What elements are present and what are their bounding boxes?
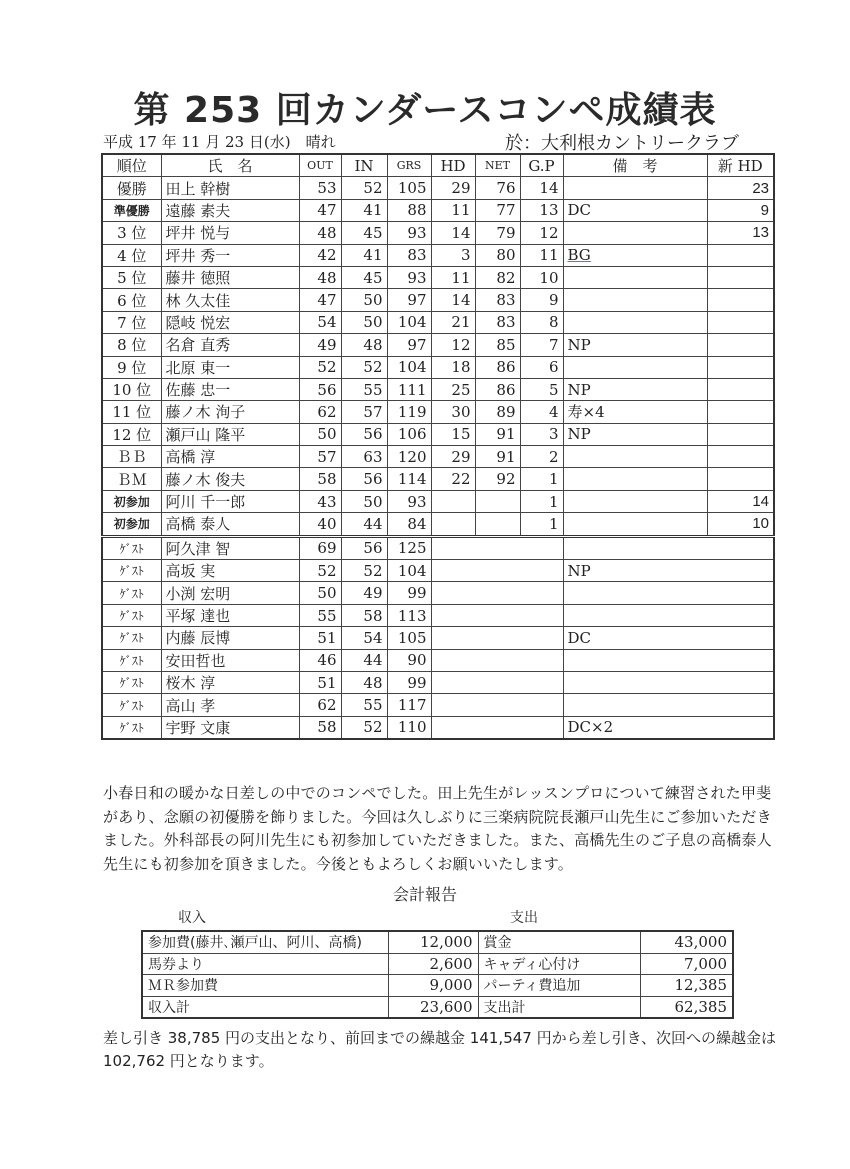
rank-cell: ＢＭ [102,468,161,490]
expense-item: 支出計 [478,996,640,1018]
note-cell [563,446,707,468]
accounting-table [141,930,734,1019]
table-row [102,490,774,512]
rank-cell: 優勝 [102,177,161,199]
note-cell [563,177,707,199]
gp-cell: 6 [520,356,563,378]
accounting-summary: 差し引き 38,785 円の支出となり、前回までの繰越金 141,547 円から差し引き、次回への繰越金は 102,762 円となります。 [103,1029,776,1070]
hd-cell: 12 [431,334,475,356]
grs-cell: 110 [387,716,431,739]
blank-cell [431,536,563,559]
table-row [102,334,774,356]
new-hd-cell [707,378,774,400]
name-cell: 田上 幹樹 [161,177,299,199]
name-cell: 高坂 実 [161,560,299,582]
out-cell: 53 [299,177,341,199]
in-cell: 57 [341,401,387,423]
new-hd-cell: 9 [707,199,774,221]
in-cell: 41 [341,199,387,221]
rank-cell: ｹﾞｽﾄ [102,671,161,693]
rank-cell: 6 位 [102,289,161,311]
note-cell [563,266,707,288]
expense-amount: 43,000 [640,931,733,953]
out-cell: 42 [299,244,341,266]
note-cell: DC×2 [563,716,774,739]
income-label: 収入 [178,910,206,926]
name-cell: 遠藤 素夫 [161,199,299,221]
note-cell [563,490,707,512]
in-cell: 56 [341,468,387,490]
table-row [102,423,774,445]
rank-cell: 8 位 [102,334,161,356]
rank-cell: 4 位 [102,244,161,266]
hd-cell: 30 [431,401,475,423]
rank-cell: ｹﾞｽﾄ [102,694,161,716]
name-cell: 名倉 直秀 [161,334,299,356]
out-cell: 40 [299,513,341,536]
grs-cell: 105 [387,177,431,199]
table-row [102,311,774,333]
expense-amount: 12,385 [640,975,733,997]
grs-cell: 97 [387,334,431,356]
rank-cell: 5 位 [102,266,161,288]
net-cell: 91 [475,423,520,445]
new-hd-cell [707,289,774,311]
note-cell [563,604,774,626]
new-hd-cell: 13 [707,222,774,244]
hd-cell: 14 [431,222,475,244]
note-cell [563,222,707,244]
guest-row [102,536,774,559]
accounting-title: 会計報告 [392,885,457,904]
blank-cell [431,694,563,716]
rank-cell: ｹﾞｽﾄ [102,582,161,604]
new-hd-cell [707,468,774,490]
note-cell [563,671,774,693]
out-cell: 55 [299,604,341,626]
net-cell: 77 [475,199,520,221]
income-item: 参加費(藤井､瀬戸山、阿川、高橋) [142,931,388,953]
note-cell [563,356,707,378]
note-cell: NP [563,560,774,582]
guest-row [102,716,774,739]
note-cell [563,468,707,490]
table-row [102,266,774,288]
net-cell: 86 [475,378,520,400]
gp-cell: 11 [520,244,563,266]
grs-cell: 105 [387,627,431,649]
blank-cell [431,649,563,671]
grs-cell: 93 [387,266,431,288]
grs-cell: 93 [387,222,431,244]
hd-cell: 29 [431,446,475,468]
accounting-row [142,931,733,953]
grs-cell: 104 [387,560,431,582]
hd-cell: 21 [431,311,475,333]
net-cell: 92 [475,468,520,490]
gp-cell: 2 [520,446,563,468]
grs-cell: 90 [387,649,431,671]
income-item: 収入計 [142,996,388,1018]
out-cell: 47 [299,289,341,311]
in-cell: 48 [341,671,387,693]
net-cell: 91 [475,446,520,468]
name-cell: 平塚 達也 [161,604,299,626]
col-net: NET [475,154,520,177]
results-table [101,153,775,740]
net-cell [475,513,520,536]
guest-row [102,694,774,716]
grs-cell: 93 [387,490,431,512]
note-cell: NP [563,334,707,356]
in-cell: 63 [341,446,387,468]
col-rank: 順位 [102,154,161,177]
in-cell: 52 [341,560,387,582]
guest-row [102,627,774,649]
name-cell: 藤井 徳照 [161,266,299,288]
name-cell: 高橋 泰人 [161,513,299,536]
in-cell: 55 [341,694,387,716]
grs-cell: 84 [387,513,431,536]
income-amount: 2,600 [388,953,478,975]
rank-cell: 12 位 [102,423,161,445]
guest-row [102,582,774,604]
new-hd-cell: 10 [707,513,774,536]
in-cell: 50 [341,490,387,512]
new-hd-cell [707,311,774,333]
new-hd-cell: 14 [707,490,774,512]
income-amount: 9,000 [388,975,478,997]
rank-cell: ｹﾞｽﾄ [102,536,161,559]
event-venue: 於：大利根カントリークラブ [505,133,739,154]
guest-row [102,560,774,582]
in-cell: 48 [341,334,387,356]
col-note: 備 考 [563,154,707,177]
out-cell: 50 [299,423,341,445]
event-date: 平成 17 年 11 月 23 日(水) 晴れ [103,133,336,151]
gp-cell: 1 [520,468,563,490]
grs-cell: 88 [387,199,431,221]
out-cell: 46 [299,649,341,671]
rank-cell: ＢＢ [102,446,161,468]
out-cell: 69 [299,536,341,559]
in-cell: 50 [341,289,387,311]
rank-cell: ｹﾞｽﾄ [102,560,161,582]
new-hd-cell [707,446,774,468]
out-cell: 54 [299,311,341,333]
table-row [102,401,774,423]
expense-amount: 62,385 [640,996,733,1018]
expense-item: パーティ費追加 [478,975,640,997]
out-cell: 52 [299,356,341,378]
gp-cell: 7 [520,334,563,356]
net-cell: 76 [475,177,520,199]
in-cell: 50 [341,311,387,333]
gp-cell: 5 [520,378,563,400]
grs-cell: 113 [387,604,431,626]
note-cell [563,289,707,311]
grs-cell: 119 [387,401,431,423]
in-cell: 45 [341,222,387,244]
rank-cell: 11 位 [102,401,161,423]
gp-cell: 13 [520,199,563,221]
name-cell: 林 久太佳 [161,289,299,311]
name-cell: 坪井 秀一 [161,244,299,266]
new-hd-cell [707,334,774,356]
col-out: OUT [299,154,341,177]
hd-cell: 14 [431,289,475,311]
grs-cell: 106 [387,423,431,445]
new-hd-cell [707,401,774,423]
hd-cell: 11 [431,266,475,288]
out-cell: 57 [299,446,341,468]
name-cell: 安田哲也 [161,649,299,671]
blank-cell [431,627,563,649]
table-row [102,356,774,378]
grs-cell: 83 [387,244,431,266]
guest-row [102,671,774,693]
out-cell: 58 [299,716,341,739]
net-cell: 80 [475,244,520,266]
in-cell: 55 [341,378,387,400]
note-cell [563,582,774,604]
income-item: 馬券より [142,953,388,975]
note-cell [563,694,774,716]
blank-cell [431,560,563,582]
name-cell: 瀬戸山 隆平 [161,423,299,445]
in-cell: 56 [341,423,387,445]
rank-cell: ｹﾞｽﾄ [102,649,161,671]
note-cell: DC [563,199,707,221]
out-cell: 52 [299,560,341,582]
grs-cell: 111 [387,378,431,400]
in-cell: 44 [341,513,387,536]
gp-cell: 1 [520,490,563,512]
guest-row [102,604,774,626]
in-cell: 49 [341,582,387,604]
out-cell: 48 [299,222,341,244]
hd-cell [431,490,475,512]
grs-cell: 104 [387,356,431,378]
name-cell: 小渕 宏明 [161,582,299,604]
grs-cell: 120 [387,446,431,468]
net-cell: 86 [475,356,520,378]
blank-cell [431,716,563,739]
rank-cell: 3 位 [102,222,161,244]
blank-cell [431,671,563,693]
out-cell: 43 [299,490,341,512]
new-hd-cell [707,266,774,288]
new-hd-cell: 23 [707,177,774,199]
in-cell: 45 [341,266,387,288]
gp-cell: 4 [520,401,563,423]
net-cell: 89 [475,401,520,423]
grs-cell: 114 [387,468,431,490]
grs-cell: 97 [387,289,431,311]
hd-cell: 11 [431,199,475,221]
accounting-row [142,996,733,1018]
out-cell: 49 [299,334,341,356]
accounting-row [142,975,733,997]
table-row [102,513,774,536]
grs-cell: 104 [387,311,431,333]
guest-row [102,649,774,671]
out-cell: 58 [299,468,341,490]
new-hd-cell [707,356,774,378]
net-cell: 82 [475,266,520,288]
name-cell: 宇野 文康 [161,716,299,739]
new-hd-cell [707,423,774,445]
hd-cell: 29 [431,177,475,199]
note-cell [563,311,707,333]
note-cell: DC [563,627,774,649]
expense-item: キャディ心付け [478,953,640,975]
name-cell: 藤ノ木 俊夫 [161,468,299,490]
note-cell [563,513,707,536]
gp-cell: 9 [520,289,563,311]
col-in: IN [341,154,387,177]
in-cell: 44 [341,649,387,671]
income-amount: 23,600 [388,996,478,1018]
in-cell: 56 [341,536,387,559]
rank-cell: ｹﾞｽﾄ [102,627,161,649]
rank-cell: 10 位 [102,378,161,400]
rank-cell: 初参加 [102,490,161,512]
hd-cell: 25 [431,378,475,400]
name-cell: 北原 東一 [161,356,299,378]
name-cell: 藤ノ木 洵子 [161,401,299,423]
out-cell: 48 [299,266,341,288]
out-cell: 50 [299,582,341,604]
out-cell: 51 [299,627,341,649]
expense-amount: 7,000 [640,953,733,975]
name-cell: 阿久津 智 [161,536,299,559]
income-item: ＭＲ参加費 [142,975,388,997]
col-name: 氏 名 [161,154,299,177]
table-row [102,244,774,266]
col-new-hd: 新 HD [707,154,774,177]
gp-cell: 8 [520,311,563,333]
rank-cell: ｹﾞｽﾄ [102,716,161,739]
note-cell [563,536,774,559]
table-row [102,378,774,400]
comment-paragraph: 小春日和の暖かな日差しの中でのコンペでした。田上先生がレッスンプロについて練習された甲斐があり、念願の初優勝を飾りました。今回は久しぶりに三楽病院院長瀬戸山先生にご参加いただきました。外科部長の阿川先生にも初参加していただきました。また、高橋先生のご子息の高橋泰人先生にも初参加を頂きました。今後ともよろしくお願いいたします。 [103,784,772,873]
table-row [102,446,774,468]
col-gp: G.P [520,154,563,177]
hd-cell: 3 [431,244,475,266]
gp-cell: 1 [520,513,563,536]
in-cell: 41 [341,244,387,266]
expense-label: 支出 [510,910,538,926]
grs-cell: 125 [387,536,431,559]
table-row [102,199,774,221]
blank-cell [431,582,563,604]
name-cell: 阿川 千一郎 [161,490,299,512]
table-row [102,177,774,199]
net-cell: 85 [475,334,520,356]
net-cell: 83 [475,289,520,311]
in-cell: 54 [341,627,387,649]
table-row [102,468,774,490]
net-cell: 83 [475,311,520,333]
out-cell: 51 [299,671,341,693]
in-cell: 52 [341,356,387,378]
rank-cell: 9 位 [102,356,161,378]
gp-cell: 3 [520,423,563,445]
new-hd-cell [707,244,774,266]
name-cell: 佐藤 忠一 [161,378,299,400]
hd-cell [431,513,475,536]
note-cell: NP [563,378,707,400]
hd-cell: 22 [431,468,475,490]
grs-cell: 99 [387,582,431,604]
in-cell: 58 [341,604,387,626]
net-cell [475,490,520,512]
in-cell: 52 [341,177,387,199]
grs-cell: 117 [387,694,431,716]
rank-cell: ｹﾞｽﾄ [102,604,161,626]
rank-cell: 初参加 [102,513,161,536]
note-cell: NP [563,423,707,445]
gp-cell: 12 [520,222,563,244]
name-cell: 高山 孝 [161,694,299,716]
gp-cell: 14 [520,177,563,199]
out-cell: 47 [299,199,341,221]
grs-cell: 99 [387,671,431,693]
name-cell: 内藤 辰博 [161,627,299,649]
hd-cell: 18 [431,356,475,378]
table-row [102,289,774,311]
name-cell: 高橋 淳 [161,446,299,468]
gp-cell: 10 [520,266,563,288]
note-cell [563,649,774,671]
rank-cell: 準優勝 [102,199,161,221]
name-cell: 坪井 悦与 [161,222,299,244]
page-title: 第 253 回カンダースコンペ成績表 [133,90,717,131]
rank-cell: 7 位 [102,311,161,333]
note-cell: 寿×4 [563,401,707,423]
table-row [102,222,774,244]
out-cell: 56 [299,378,341,400]
hd-cell: 15 [431,423,475,445]
in-cell: 52 [341,716,387,739]
expense-item: 賞金 [478,931,640,953]
col-grs: GRS [387,154,431,177]
net-cell: 79 [475,222,520,244]
note-cell: BG [563,244,707,266]
header-row [102,154,774,177]
out-cell: 62 [299,401,341,423]
income-amount: 12,000 [388,931,478,953]
name-cell: 隠岐 悦宏 [161,311,299,333]
col-hd: HD [431,154,475,177]
name-cell: 桜木 淳 [161,671,299,693]
accounting-row [142,953,733,975]
out-cell: 62 [299,694,341,716]
blank-cell [431,604,563,626]
